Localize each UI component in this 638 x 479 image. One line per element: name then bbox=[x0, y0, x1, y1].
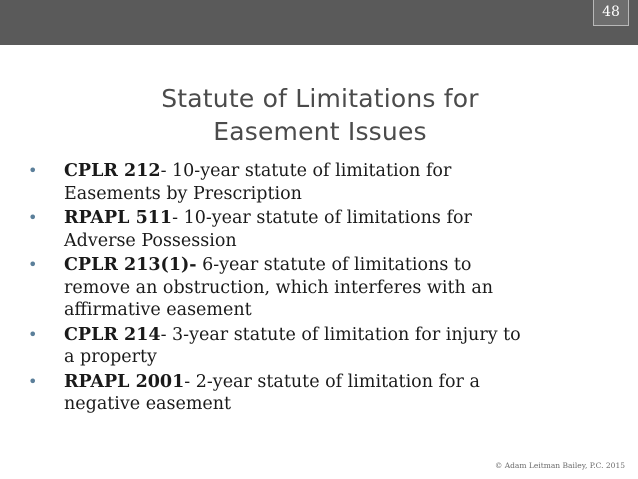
bullet-line: affirmative easement bbox=[64, 300, 252, 320]
copyright-notice: © Adam Leitman Bailey, P.C. 2015 bbox=[494, 461, 625, 470]
bullet-line bbox=[64, 207, 620, 230]
bullet-line: Easements by Prescription bbox=[64, 183, 302, 204]
bullet-dot-icon: • bbox=[28, 371, 38, 391]
bullet-dot-icon: • bbox=[28, 161, 38, 180]
title-line-2: Easement Issues bbox=[213, 117, 427, 146]
bullet-line bbox=[64, 371, 620, 394]
slide-number: 48 bbox=[593, 0, 629, 26]
bullet-text: - 3-year statute of limitation for injury to bbox=[160, 324, 521, 345]
slide-title bbox=[60, 82, 580, 148]
bullet-line bbox=[64, 160, 620, 183]
bullet-term: CPLR 212 bbox=[64, 161, 161, 181]
bullet-item-rpapl-2001 bbox=[20, 371, 620, 416]
bullet-term: CPLR 214 bbox=[64, 324, 161, 345]
bullet-item-cplr-214 bbox=[20, 324, 620, 369]
bullet-item-cplr-213 bbox=[20, 254, 620, 322]
bullet-item-cplr-212 bbox=[20, 160, 620, 205]
bullet-dot-icon: • bbox=[28, 324, 38, 344]
bullet-dot-icon: • bbox=[28, 208, 38, 227]
bullet-line bbox=[64, 254, 620, 277]
bullet-line bbox=[64, 324, 620, 347]
bullet-text: - 10-year statute of limitations for bbox=[172, 208, 472, 228]
bullet-list bbox=[20, 160, 620, 418]
bullet-dot-icon: • bbox=[28, 255, 38, 274]
bullet-line: remove an obstruction, which interferes with an bbox=[64, 277, 494, 298]
title-line-1: Statute of Limitations for bbox=[161, 84, 479, 113]
bullet-text: - 10-year statute of limitation for bbox=[160, 161, 452, 181]
bullet-line: a property bbox=[64, 347, 157, 367]
bullet-text: - 2-year statute of limitation for a bbox=[184, 371, 480, 392]
bullet-term: RPAPL 511 bbox=[64, 208, 173, 228]
top-bar bbox=[0, 0, 638, 45]
bullet-term: CPLR 213(1)- bbox=[64, 255, 197, 275]
bullet-line: negative easement bbox=[64, 394, 232, 414]
bullet-line: Adverse Possession bbox=[64, 230, 237, 251]
bullet-text: 6-year statute of limitations to bbox=[196, 255, 472, 275]
bullet-item-rpapl-511 bbox=[20, 207, 620, 252]
bullet-term: RPAPL 2001 bbox=[64, 371, 185, 392]
